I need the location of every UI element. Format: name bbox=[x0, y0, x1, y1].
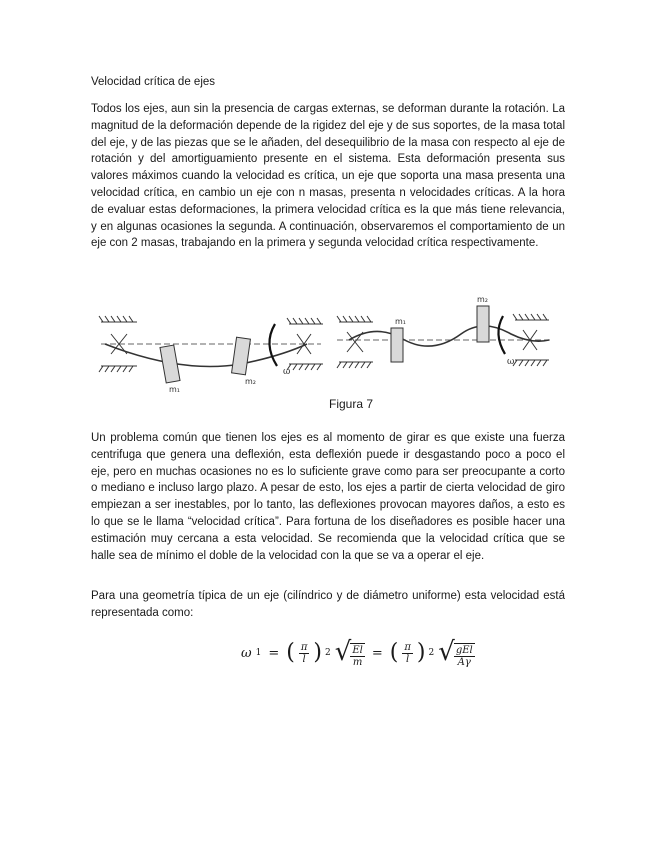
equals-sign: = bbox=[268, 645, 280, 661]
shaft-critical-speed-figure bbox=[91, 294, 565, 414]
label-omega-left: ω bbox=[283, 367, 291, 377]
omega-subscript: 1 bbox=[255, 648, 262, 658]
equals-sign-2: = bbox=[371, 645, 383, 661]
paragraph-formula-intro: Para una geometría típica de un eje (cilíndrico y de diámetro uniforme) esta velocidad está representada como: bbox=[91, 590, 565, 619]
label-m1-right: m₁ bbox=[395, 317, 406, 326]
pi-over-l-fraction: $\frac{\pi}{l}$ bbox=[300, 641, 308, 665]
sqrt-el-over-m: √ $\frac{El}{m}$ bbox=[334, 636, 363, 668]
pi-over-l-fraction-2: $\frac{\pi}{l}$ bbox=[404, 641, 411, 665]
critical-speed-formula: ω 1 = ( $\frac{\pi}{l}$ ) 2 √ $\frac{El}{m}$ = ( $\frac{\pi}{l}$ ) 2 √ $\frac{\text{gEl}}{A\gamma}$ bbox=[241, 636, 473, 668]
label-m2-left: m₂ bbox=[245, 377, 256, 386]
paragraph-intro: Todos los ejes, aun sin la presencia de cargas externas, se deforman durante la rotación. La magnitud de la deformación depende de la rigidez del eje y de sus soportes, de la masa total del eje, y de las piezas que se le añaden, del desequilibrio de la masa con respecto al eje de rotación y del amortiguamiento presente en el sistema. Esta deformación presenta sus valores máximos cuando la velocidad es crítica, un eje que soporta una masa presenta una velocidad crítica, en cambio un eje con n masas, presenta n velocidades críticas. A la hora de evaluar estas deformaciones, la primera velocidad crítica es la que más tiene relevancia, y en algunas ocasiones la segunda. A continuación, observaremos el comportamiento de un eje con 2 masas, trabajando en la primera y segunda velocidad crítica respectivamente. bbox=[91, 103, 565, 250]
figure-caption: Figura 7 bbox=[328, 397, 374, 411]
label-m2-right: m₂ bbox=[477, 295, 488, 304]
exponent-2: 2 bbox=[428, 648, 435, 658]
paragraph-critical-speed: Un problema común que tienen los ejes es al momento de girar es que existe una fuerza centrifuga que genera una deflexión, esta deflexión puede ir desgastando poco a poco el eje, pero en muchas ocasiones no es lo suficiente grave como para ser preocupante a corto o mediano e incluso largo plazo. A pesar de esto, los ejes a partir de cierta velocidad de giro empiezan a ser inestables, por lo tanto, las deflexiones provocan mayores daños, a esto es lo que se le llama “velocidad crítica”. Para fortuna de los diseñadores es posible hacer una estimación muy cercana a esta velocidad. Se recomienda que la velocidad crítica que se halle sea de mínimo el doble de la velocidad con la que se va a operar el eje. bbox=[91, 432, 565, 562]
label-omega-right: ω bbox=[507, 357, 515, 367]
omega-symbol: ω bbox=[241, 645, 252, 661]
label-m1-left: m₁ bbox=[169, 385, 180, 394]
section-heading: Velocidad crítica de ejes bbox=[91, 76, 216, 88]
exponent: 2 bbox=[325, 648, 331, 658]
second-mode-diagram bbox=[337, 306, 553, 368]
sqrt-gel-over-agamma: √ $\frac{\text{gEl}}{A\gamma}$ bbox=[438, 636, 473, 668]
